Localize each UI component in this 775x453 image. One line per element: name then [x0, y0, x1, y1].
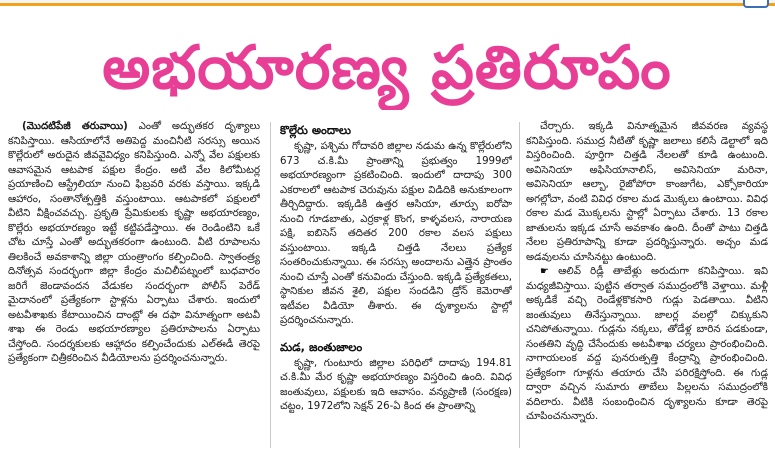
paragraph-text: చేర్చారు. ఇక్కడి వినూత్నమైన జీవవరణ వ్యవస్థ కనిపిస్తుంది. సముద్ర నీటితో కృష్ణా జలాలు కలిసే డెల్టాలో ఇది విస్తరించింది. పూర్తిగా చిత్తడి నేలలతో కూడి ఉంటుంది. అవిసెనియా అఫిసియానాలిస్, అవిసెనియా మరినా, అవిసెనియా ఆల్బా, రైజోపోరా కాంజుగేట, ఎక్సోకారియా అగల్లోచా, వంటి వివిధ రకాల మడ మొక్కలు ఉంటాయి. వివిధ రకాల మడ మొక్కలను స్టాల్లో ఏర్పాటు చేశారు. 13 రకాల జాతులను ఇక్కడ చూసే అవకాశం ఉంది. దీంతో పాటు చిత్తడి నేలల ప్రతిరూపాన్ని కూడా ప్రదర్శిస్తున్నారు. అచ్చం మడ అడవులను చూసినట్టు ఉంటుంది.	[526, 121, 768, 263]
column-2	[280, 120, 512, 450]
paragraph-text: కృష్ణా, గుంటూరు జిల్లాల పరిధిలో దాదాపు 194.81 చ.కి.మీ మేర కృష్ణా అభయారణ్యం విస్తరించి ఉంది. వివిధ జంతువులు, పక్షులకు ఇది ఆవాసం. వన్యప్రాణి (సంరక్షణ) చట్టం, 1972లోని సెక్షన్ 26-ఏ కింద ఈ ప్రాంతాన్ని	[280, 357, 512, 412]
top-accent-line	[0, 3, 775, 6]
paragraph-text: కృష్ణా, పశ్చిమ గోదావరి జిల్లాల నడుమ ఉన్న కొల్లేరులోని 673 చ.కి.మీ ప్రాంతాన్ని ప్రభుత్వం 1999లో అభయారణ్యంగా ప్రకటించింది. ఇందులో దాదాపు 300 ఎకరాలలో ఆటపాక చెరువును పక్షుల విడిదికి అనుకూలంగా తీర్చిదిద్దారు. ఇక్కడికి ఉత్తర ఆసియా, తూర్పు ఐరోపా నుంచి గూడబాతు, ఎర్రకాళ్ల కొంగ, కాళ్ళవలస, నారాయణ పక్షి, ఐబిసెస్ తదితర 200 రకాల వలస పక్షులు వస్తుంటాయి. ఇక్కడి చిత్తడి నేలలు ప్రత్యేక సంతరించుకున్నాయి. ఈ సరస్సు అందాలను ఎత్తైన ప్రాంతం నుంచి చూస్తే ఎంతో కనువిందు చేస్తుంది. ఇక్కడి ప్రత్యేకతలు, స్థానికుల జీవన శైలి, పక్షుల సందడిని డ్రోన్ కెమెరాతో ఇటీవల వీడియో తీశారు. ఈ దృశ్యాలను స్టాల్లో ప్రదర్శించనున్నారు.	[280, 141, 512, 326]
paragraph-text: ఎంతో అద్భుతకర దృశ్యాలు కనిపిస్తాయి. ఆసియాలోనే అతిపెద్ద మంచినీటి సరస్సు అయిన కొల్లేరులో అరుదైన జీవవైవిధ్యం కనిపిస్తుంది. ఎన్నో వేల పక్షులకు ఆవాసమైన ఆటపాక పక్షుల కేంద్రం. అటి వేల కిలోమీటర్ల ప్రయాణించి ఆస్ట్రేలియా నుంచి ఫిబ్రవరి వరకు వస్తాయి. ఇక్కడి ఆహారం, సంతానోత్పత్తికి వస్తుంటాయి. ఆటపాకలో పక్షులలో వీటిని వీక్షించవచ్చు. ప్రకృతి ప్రేమికులకు కృష్ణా అభయారణ్యం, కొల్లేరు అభయారణ్యం ఇట్టే కట్టిపడేస్తాయి. ఈ రెండింటిని ఒకే చోట చూస్తే ఎంతో అద్భుతకరంగా ఉంటుంది. వీటి రూపాలను తిలకించే అవకాశాన్ని జిల్లా యంత్రాంగం కల్పించింది. స్వాతంత్ర్య దినోత్సవ సందర్భంగా జిల్లా కేంద్రం మచిలీపట్నంలో బుధవారం జరిగే జెండావందన వేడుకల సందర్భంగా పోలీస్ పెరేడ్ మైదానంలో ప్రత్యేకంగా స్టాళ్లను ఏర్పాటు చేశారు. ఇందులో అటవీశాఖకు కేటాయించిన దాంట్లో ఈ దఫా వినూత్నంగా అటవీ శాఖ ఈ రెండు అభయారణ్యాల ప్రతిరూపాలను ఏర్పాటు చేస్తోంది. సందర్శకులకు ఆహ్లాదం కల్పించేందుకు ఎల్ఈడీ తెరపై ప్రత్యేకంగా చిత్రీకరించిన వీడియోలను ప్రదర్శించనున్నారు.	[8, 121, 260, 364]
masthead-logo-fragment	[743, 0, 769, 8]
column-divider	[519, 122, 520, 448]
subheading-mangroves: మడ, జంతుజాలం	[280, 339, 363, 354]
subheading-kolleru: కొల్లేరు అందాలు	[280, 123, 351, 137]
paragraph	[8, 120, 260, 367]
column-divider	[270, 122, 271, 448]
paragraph	[526, 265, 768, 425]
continuation-label: (మొదటిపేజీ తరువాయి)	[22, 121, 128, 132]
article-body	[8, 120, 768, 450]
headline: అభయారణ్య ప్రతిరూపం	[102, 33, 672, 103]
paragraph-text: ఆలివ్ రిడ్లీ తాబేళ్లు అరుదుగా కనిపిస్తాయి. ఇవి మధ్యజీవిస్తాయి. పుట్టిన తర్వాత సముద్రంలోకి వెళ్తాయి. మళ్లీ అక్కడికే వచ్చి రెండేళ్లకొకసారి గుడ్లు పెడతాయి. వీటిని జంతువులు తినేస్తున్నాయి. జాలర్ల వలల్లో చిక్కుకుని చనిపోతున్నాయి. గుడ్లను నక్కలు, తోడేళ్ల బారిన పడకుండా, సంతతిని వృద్ధి చేసేందుకు అటవీశాఖ చర్యలు ప్రారంభించింది. నాగాయలంక వద్ద పునరుత్పత్తి కేంద్రాన్ని ప్రారంభించింది. ప్రత్యేకంగా గూళ్లను తయారు చేసి పరిరక్షిస్తోంది. ఈ గుడ్ల ద్వారా వచ్చిన సుమారు తాబేలు పిల్లలను సముద్రంలోకి వదిలారు. వీటికి సంబంధించిన దృశ్యాలను కూడా తెరపై చూపించనున్నారు.	[526, 266, 768, 422]
pointer-icon: ☛	[540, 266, 549, 277]
column-3	[526, 120, 768, 450]
column-1	[8, 120, 260, 450]
